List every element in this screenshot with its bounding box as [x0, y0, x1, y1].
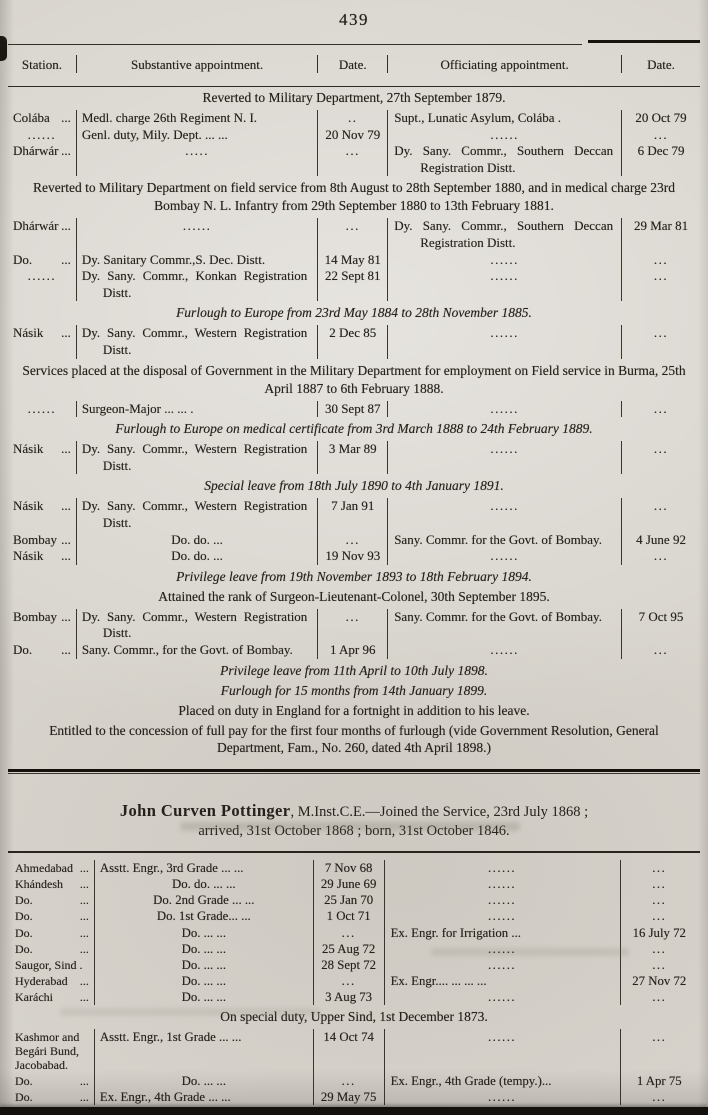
- cell-date: ...: [313, 1073, 384, 1089]
- cell-substantive-appointment: Do. ... ...: [94, 989, 313, 1005]
- cell-station: Do. ...: [15, 893, 89, 908]
- cell-date-2: 6 Dec 79: [621, 143, 700, 176]
- cell-station: Do. ...: [15, 1089, 89, 1104]
- table-body-2: [10, 860, 698, 1105]
- page-number: 439: [339, 10, 369, 29]
- cell-officiating-appointment: ......: [384, 989, 620, 1005]
- table-body-1: [8, 89, 700, 757]
- cell-officiating-appointment: Dy. Sany. Commr., Southern Deccan Registration Distt.: [387, 143, 621, 176]
- cell-substantive-appointment: Do. 1st Grade... ...: [94, 908, 313, 924]
- cell-date: 25 Jan 70: [313, 892, 384, 908]
- cell-substantive-appointment: .....: [76, 143, 318, 176]
- cell-date-2: 20 Oct 79: [621, 110, 700, 127]
- cell-substantive-appointment: Medl. charge 26th Regiment N. I.: [76, 110, 318, 127]
- header-cell-date: Date.: [317, 55, 387, 73]
- cell-officiating-appointment: ......: [387, 252, 621, 269]
- cell-substantive-appointment: Do. ... ...: [94, 973, 313, 989]
- cell-station: Do. ...: [15, 941, 89, 956]
- table-row: [8, 441, 700, 474]
- cell-date: 1 Apr 96: [317, 642, 387, 659]
- cell-date: 7 Nov 68: [313, 860, 384, 876]
- cell-date: ...: [317, 609, 387, 642]
- cell-substantive-appointment: Dy. Sanitary Commr.,S. Dec. Distt.: [76, 252, 318, 269]
- table-row: [10, 1089, 698, 1105]
- cell-station: ......: [27, 126, 57, 142]
- entry-heading: [16, 800, 692, 841]
- cell-date: 25 Aug 72: [313, 941, 384, 957]
- cell-date: ..: [317, 110, 387, 127]
- cell-date-2: ...: [621, 127, 700, 144]
- cell-substantive-appointment: Surgeon-Major ... ... .: [76, 401, 318, 418]
- cell-substantive-appointment: Do. ... ...: [94, 1073, 313, 1089]
- cell-officiating-appointment: ......: [387, 268, 621, 301]
- cell-officiating-appointment: ......: [387, 401, 621, 418]
- table-note: Reverted to Military Department on field service from 8th August to 28th September 1880, and in medical charge 23rd Bombay N. L. Infantry from 29th September 1880 to 13th February 1881.: [33, 180, 675, 214]
- cell-date: 22 Sept 81: [317, 268, 387, 301]
- cell-substantive-appointment: Genl. duty, Mily. Dept. ... ...: [76, 127, 318, 144]
- table-note: Services placed at the disposal of Government in the Military Department for employment on Field service in Burma, 25th April 1887 to 6th February 1888.: [22, 362, 686, 396]
- table-row-group: [8, 325, 700, 358]
- cell-officiating-appointment: Ex. Engr.... ... ... ...: [384, 973, 620, 989]
- table-row: [10, 925, 698, 941]
- cell-officiating-appointment: ......: [387, 441, 621, 474]
- cell-date-2: ...: [620, 908, 698, 924]
- cell-officiating-appointment: Sany. Commr. for the Govt. of Bombay.: [387, 532, 621, 549]
- cell-date: ...: [317, 143, 387, 176]
- cell-date-2: 27 Nov 72: [620, 973, 698, 989]
- entry-heading-line2: arrived, 31st October 1868 ; born, 31st October 1846.: [198, 823, 510, 840]
- table-row-group: [8, 609, 700, 659]
- cell-date-2: ...: [620, 1029, 698, 1072]
- table-row: [8, 143, 700, 176]
- cell-substantive-appointment: Dy. Sany. Commr., Konkan Registration Distt.: [76, 268, 318, 301]
- cell-date-2: ...: [621, 548, 700, 565]
- cell-officiating-appointment: ......: [384, 941, 620, 957]
- service-record-table-1: [6, 44, 702, 757]
- cell-officiating-appointment: ......: [387, 325, 621, 358]
- cell-substantive-appointment: Do. ... ...: [94, 925, 313, 941]
- cell-date: ...: [313, 925, 384, 941]
- cell-date-2: ...: [620, 1089, 698, 1105]
- cell-station: ......: [27, 400, 57, 416]
- table-note: Privilege leave from 11th April to 10th July 1898.: [220, 662, 488, 678]
- header-cell-officiating-appointment: Officiating appointment.: [387, 55, 621, 73]
- cell-date-2: 4 June 92: [621, 532, 700, 549]
- cell-date: 7 Jan 91: [317, 498, 387, 531]
- cell-date-2: ...: [621, 268, 700, 301]
- cell-station: Násik ...: [13, 441, 71, 457]
- cell-date: 19 Nov 93: [317, 548, 387, 565]
- cell-date: 14 May 81: [317, 252, 387, 269]
- cell-station: Násik ...: [13, 325, 71, 341]
- table-row-group: [8, 110, 700, 177]
- table-row: [10, 908, 698, 924]
- table-note: Privilege leave from 19th November 1893 to 18th February 1894.: [176, 568, 532, 584]
- cell-officiating-appointment: ......: [387, 498, 621, 531]
- cell-officiating-appointment: ......: [387, 127, 621, 144]
- cell-station: Násik ...: [13, 498, 71, 514]
- cell-station: Ahmedabad ...: [15, 861, 89, 876]
- cell-officiating-appointment: Ex. Engr., 4th Grade (tempy.)...: [384, 1073, 620, 1089]
- cell-officiating-appointment: Ex. Engr. for Irrigation ...: [384, 925, 620, 941]
- cell-date-2: ...: [621, 325, 700, 358]
- table-note: Placed on duty in England for a fortnight in addition to his leave.: [178, 702, 530, 718]
- cell-date-2: ...: [620, 957, 698, 973]
- table-row: [8, 609, 700, 642]
- cell-date-2: 1 Apr 75: [620, 1073, 698, 1089]
- cell-station: Do. ...: [15, 1073, 89, 1088]
- cell-date-2: 16 July 72: [620, 925, 698, 941]
- cell-officiating-appointment: ......: [384, 892, 620, 908]
- cell-station: Khándesh ...: [15, 877, 89, 892]
- cell-date-2: ...: [620, 860, 698, 876]
- cell-officiating-appointment: ......: [384, 1089, 620, 1105]
- cell-substantive-appointment: Asstt. Engr., 3rd Grade ... ...: [94, 860, 313, 876]
- table-row: [10, 989, 698, 1005]
- cell-station: Bombay ...: [13, 531, 71, 547]
- table-row: [8, 252, 700, 269]
- cell-date: 2 Dec 85: [317, 325, 387, 358]
- cell-station: Kashmor and Begári Bund, Jacobabad.: [15, 1030, 80, 1073]
- cell-substantive-appointment: Do. do. ... ...: [94, 876, 313, 892]
- cell-date-2: 29 Mar 81: [621, 218, 700, 251]
- scan-artifact-mark: [0, 36, 7, 61]
- cell-date-2: ...: [620, 892, 698, 908]
- table-note: Furlough to Europe on medical certificate from 3rd March 1888 to 24th February 1889.: [115, 421, 593, 437]
- cell-substantive-appointment: Dy. Sany. Commr., Western Registration Distt.: [76, 609, 318, 642]
- entry-divider-rule: [8, 769, 700, 774]
- cell-officiating-appointment: ......: [387, 642, 621, 659]
- cell-date: 3 Aug 73: [313, 989, 384, 1005]
- table-row-group: [10, 860, 698, 1005]
- cell-substantive-appointment: Do. do. ...: [76, 548, 318, 565]
- table-note: Furlough for 15 months from 14th January 1899.: [220, 682, 488, 698]
- cell-date: 1 Oct 71: [313, 908, 384, 924]
- cell-date: 29 May 75: [313, 1089, 384, 1105]
- header-cell-date-2: Date.: [621, 55, 700, 73]
- cell-station: Do. ...: [13, 251, 71, 267]
- table-row-group: [8, 401, 700, 418]
- cell-date: ...: [313, 973, 384, 989]
- cell-station: Násik ...: [13, 548, 71, 564]
- table-row: [8, 110, 700, 127]
- cell-station: Do. ...: [13, 642, 71, 658]
- cell-date-2: ...: [620, 941, 698, 957]
- table-row: [10, 973, 698, 989]
- cell-station: Dhárwár ...: [13, 218, 71, 234]
- cell-station: Hyderabad ...: [15, 973, 89, 988]
- officer-name: John Curven Pottinger: [119, 801, 291, 821]
- cell-station: Do. ...: [15, 925, 89, 940]
- cell-officiating-appointment: ......: [384, 957, 620, 973]
- cell-date-2: ...: [620, 989, 698, 1005]
- cell-date: 28 Sept 72: [313, 957, 384, 973]
- officer-credentials: , M.Inst.C.E.—Joined the Service, 23rd July 1868 ;: [290, 804, 589, 821]
- table-row: [8, 642, 700, 659]
- header-cell-substantive-appointment: Substantive appointment.: [76, 55, 318, 73]
- table-row: [10, 892, 698, 908]
- table-row: [10, 860, 698, 876]
- table-row-group: [8, 441, 700, 474]
- table-row: [8, 325, 700, 358]
- cell-substantive-appointment: Dy. Sany. Commr., Western Registration Distt.: [76, 498, 318, 531]
- cell-substantive-appointment: Asstt. Engr., 1st Grade ... ...: [94, 1029, 313, 1072]
- table-row: [8, 401, 700, 418]
- table-row-group: [10, 1029, 698, 1105]
- header-cell-station: Station.: [21, 57, 62, 72]
- cell-officiating-appointment: ......: [384, 1029, 620, 1072]
- table-row: [8, 218, 700, 251]
- cell-date-2: ...: [621, 642, 700, 659]
- cell-date-2: ...: [620, 876, 698, 892]
- table-row-group: [8, 218, 700, 301]
- cell-date: 3 Mar 89: [317, 441, 387, 474]
- service-record-table-2: [8, 851, 700, 1105]
- table-row: [10, 876, 698, 892]
- table-note: Attained the rank of Surgeon-Lieutenant-Colonel, 30th September 1895.: [158, 588, 550, 604]
- cell-station: ......: [27, 268, 57, 284]
- cell-date: 29 June 69: [313, 876, 384, 892]
- cell-officiating-appointment: Dy. Sany. Commr., Southern Deccan Registration Distt.: [387, 218, 621, 251]
- cell-officiating-appointment: ......: [384, 908, 620, 924]
- cell-station: Bombay ...: [13, 608, 71, 624]
- table-note: Entitled to the concession of full pay for the first four months of furlough (vide Government Resolution, General Department, Fam., No. 260, dated 4th April 1898.): [49, 722, 659, 756]
- table-note: On special duty, Upper Sind, 1st December 1873.: [220, 1009, 488, 1025]
- cell-station: Dhárwár ...: [13, 143, 71, 159]
- cell-date-2: ...: [621, 401, 700, 418]
- table-header: [8, 44, 700, 87]
- cell-officiating-appointment: ......: [384, 876, 620, 892]
- table-row: [8, 532, 700, 549]
- cell-officiating-appointment: ......: [387, 548, 621, 565]
- table-note: Special leave from 18th July 1890 to 4th January 1891.: [204, 478, 504, 494]
- cell-station: Saugor, Sind .: [15, 957, 83, 972]
- cell-date: 14 Oct 74: [313, 1029, 384, 1072]
- cell-station: Colába ...: [13, 109, 71, 125]
- header-top-rule: [8, 44, 582, 45]
- scan-bottom-edge: [0, 1107, 708, 1115]
- cell-station: Karáchi ...: [15, 989, 89, 1004]
- cell-date-2: ...: [621, 441, 700, 474]
- cell-date: 20 Nov 79: [317, 127, 387, 144]
- table-row-group: [8, 498, 700, 565]
- cell-date-2: ...: [621, 252, 700, 269]
- table-note: Reverted to Military Department, 27th September 1879.: [202, 90, 506, 105]
- cell-date: 30 Sept 87: [317, 401, 387, 418]
- cell-date: ...: [317, 218, 387, 251]
- cell-substantive-appointment: ......: [76, 218, 318, 251]
- cell-officiating-appointment: Sany. Commr. for the Govt. of Bombay.: [387, 609, 621, 642]
- table-row: [10, 941, 698, 957]
- table-row: [10, 957, 698, 973]
- cell-substantive-appointment: Sany. Commr., for the Govt. of Bombay.: [76, 642, 318, 659]
- cell-substantive-appointment: Dy. Sany. Commr., Western Registration Distt.: [76, 325, 318, 358]
- cell-substantive-appointment: Do. ... ...: [94, 957, 313, 973]
- cell-date-2: 7 Oct 95: [621, 609, 700, 642]
- table-row: [10, 1029, 698, 1072]
- cell-substantive-appointment: Ex. Engr., 4th Grade ... ...: [94, 1089, 313, 1105]
- cell-officiating-appointment: Supt., Lunatic Asylum, Colába .: [387, 110, 621, 127]
- cell-substantive-appointment: Do. ... ...: [94, 941, 313, 957]
- cell-station: Do. ...: [15, 909, 89, 924]
- table-row: [8, 127, 700, 144]
- cell-officiating-appointment: ......: [384, 860, 620, 876]
- table-row: [8, 548, 700, 565]
- cell-substantive-appointment: Dy. Sany. Commr., Western Registration Distt.: [76, 441, 318, 474]
- header-top-rule-right: [588, 40, 700, 43]
- cell-substantive-appointment: Do. 2nd Grade ... ...: [94, 892, 313, 908]
- cell-date-2: ...: [621, 498, 700, 531]
- table-note: Furlough to Europe from 23rd May 1884 to 28th November 1885.: [176, 305, 532, 321]
- table-row: [8, 498, 700, 531]
- cell-date: ...: [317, 532, 387, 549]
- entry-heading-line1: [16, 800, 692, 822]
- table-row: [10, 1073, 698, 1089]
- table-row: [8, 268, 700, 301]
- cell-substantive-appointment: Do. do. ...: [76, 532, 318, 549]
